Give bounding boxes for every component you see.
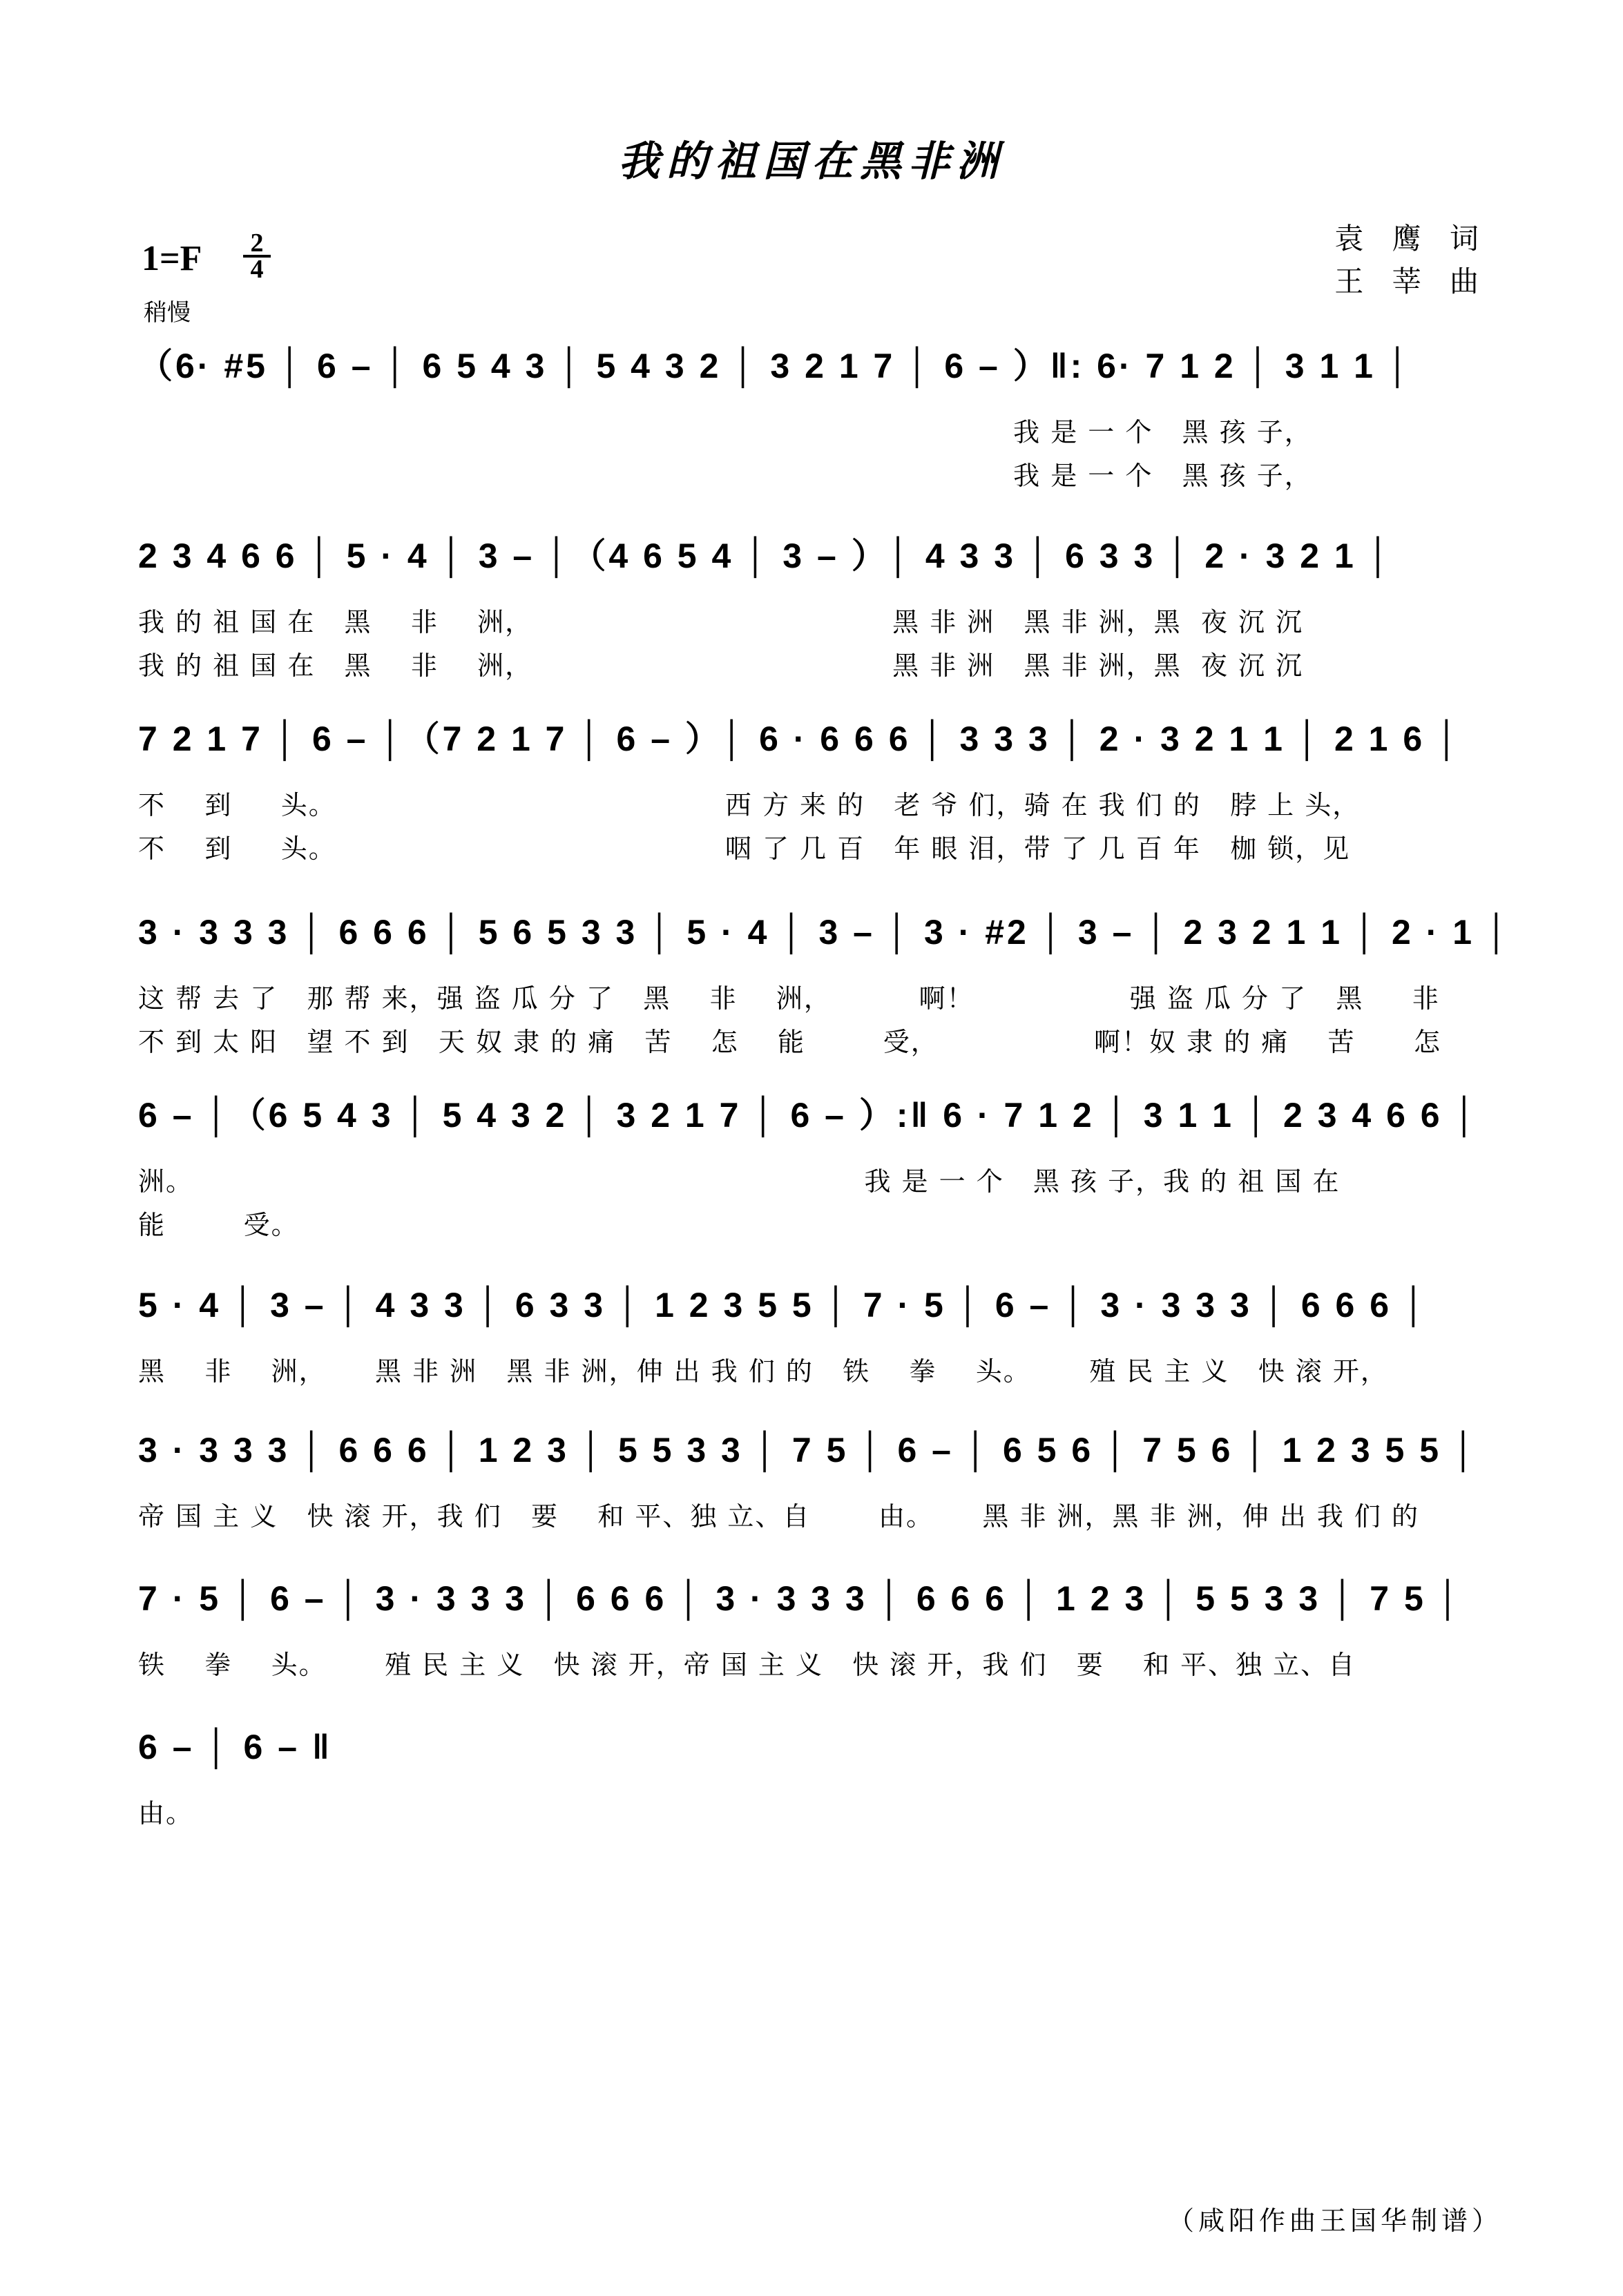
- notation-line: 3 · 3 3 3 │ 6 6 6 │ 5 6 5 3 3 │ 5 · 4 │ 3 – │ 3 · #2 │ 3 – │ 2 3 2 1 1 │ 2 · 1 │: [138, 913, 1512, 952]
- lyric-verse-1: 铁 拳 头。 殖 民 主 义 快 滚 开，帝 国 主 义 快 滚 开，我 们 要 和 平、独 立、自: [138, 1650, 1356, 1680]
- lyric-verse-1: 洲。 我 是 一 个 黑 孩 子，我 的 祖 国 在: [138, 1166, 1341, 1197]
- notation-line: 7 · 5 │ 6 – │ 3 · 3 3 3 │ 6 6 6 │ 3 · 3 3 3 │ 6 6 6 │ 1 2 3 │ 5 5 3 3 │ 7 5 │: [138, 1579, 1463, 1618]
- notation-line: 7 2 1 7 │ 6 – │（7 2 1 7 │ 6 – ）│ 6 · 6 6 6 │ 3 3 3 │ 2 · 3 2 1 1 │ 2 1 6 │: [138, 720, 1462, 758]
- lyric-verse-1: 由。: [138, 1798, 194, 1829]
- lyric-verse-2: 不 到 头。 咽 了 几 百 年 眼 泪，带 了 几 百 年 枷 锁，见: [138, 833, 1351, 864]
- time-signature-bottom: 4: [250, 255, 264, 284]
- key-signature: 1=F: [142, 239, 202, 278]
- notation-line: 3 · 3 3 3 │ 6 6 6 │ 1 2 3 │ 5 5 3 3 │ 7 5 │ 6 – │ 6 5 6 │ 7 5 6 │ 1 2 3 5 5 │: [138, 1431, 1479, 1469]
- notation-line: 2 3 4 6 6 │ 5 · 4 │ 3 – │（4 6 5 4 │ 3 – ）│ 4 3 3 │ 6 3 3 │ 2 · 3 2 1 │: [138, 537, 1393, 575]
- composer-credit: 王 莘 曲: [1334, 264, 1488, 298]
- notation-line: 5 · 4 │ 3 – │ 4 3 3 │ 6 3 3 │ 1 2 3 5 5 │ 7 · 5 │ 6 – │ 3 · 3 3 3 │ 6 6 6 │: [138, 1286, 1429, 1324]
- transcriber-footer: （咸阳作曲王国华制谱）: [1167, 2206, 1502, 2236]
- lyric-verse-2: 能 受。: [138, 1210, 299, 1240]
- lyric-verse-2: 不 到 太 阳 望 不 到 天 奴 隶 的 痛 苦 怎 能 受， 啊！奴 隶 的 痛 苦 怎: [138, 1027, 1441, 1057]
- lyric-verse-1: 不 到 头。 西 方 来 的 老 爷 们，骑 在 我 们 的 脖 上 头，: [138, 790, 1361, 820]
- lyric-verse-2: 我 的 祖 国 在 黑 非 洲， 黑 非 洲 黑 非 洲，黑 夜 沉 沉: [138, 650, 1303, 681]
- lyricist-credit: 袁 鹰 词: [1334, 222, 1488, 255]
- lyric-verse-1: 我 是 一 个 黑 孩 子，: [138, 417, 1312, 447]
- lyric-verse-1: 黑 非 洲， 黑 非 洲 黑 非 洲，伸 出 我 们 的 铁 拳 头。 殖 民 主 义 快 滚 开，: [138, 1356, 1388, 1387]
- lyric-verse-1: 帝 国 主 义 快 滚 开，我 们 要 和 平、独 立、自 由。 黑 非 洲，黑 非 洲，伸 出 我 们 的: [138, 1501, 1420, 1532]
- lyric-verse-1: 这 帮 去 了 那 帮 来，强 盗 瓜 分 了 黑 非 洲， 啊！ 强 盗 瓜 分 了 黑 非: [138, 983, 1440, 1014]
- lyric-verse-2: 我 是 一 个 黑 孩 子，: [138, 461, 1312, 491]
- time-signature: [243, 229, 271, 284]
- notation-line: 6 – │（6 5 4 3 │ 5 4 3 2 │ 3 2 1 7 │ 6 – ）:‖ 6 · 7 1 2 │ 3 1 1 │ 2 3 4 6 6 │: [138, 1096, 1479, 1135]
- lyric-verse-1: 我 的 祖 国 在 黑 非 洲， 黑 非 洲 黑 非 洲，黑 夜 沉 沉: [138, 607, 1303, 637]
- time-signature-top: 2: [243, 231, 271, 258]
- credits: [1334, 218, 1488, 303]
- tempo-marking: 稍慢: [144, 299, 191, 327]
- notation-line: （6· #5 │ 6 – │ 6 5 4 3 │ 5 4 3 2 │ 3 2 1 7 │ 6 – ）‖: 6· 7 1 2 │ 3 1 1 │: [138, 347, 1413, 385]
- notation-line: 6 – │ 6 – ‖: [138, 1728, 332, 1766]
- song-title: 我的祖国在黑非洲: [618, 137, 1005, 186]
